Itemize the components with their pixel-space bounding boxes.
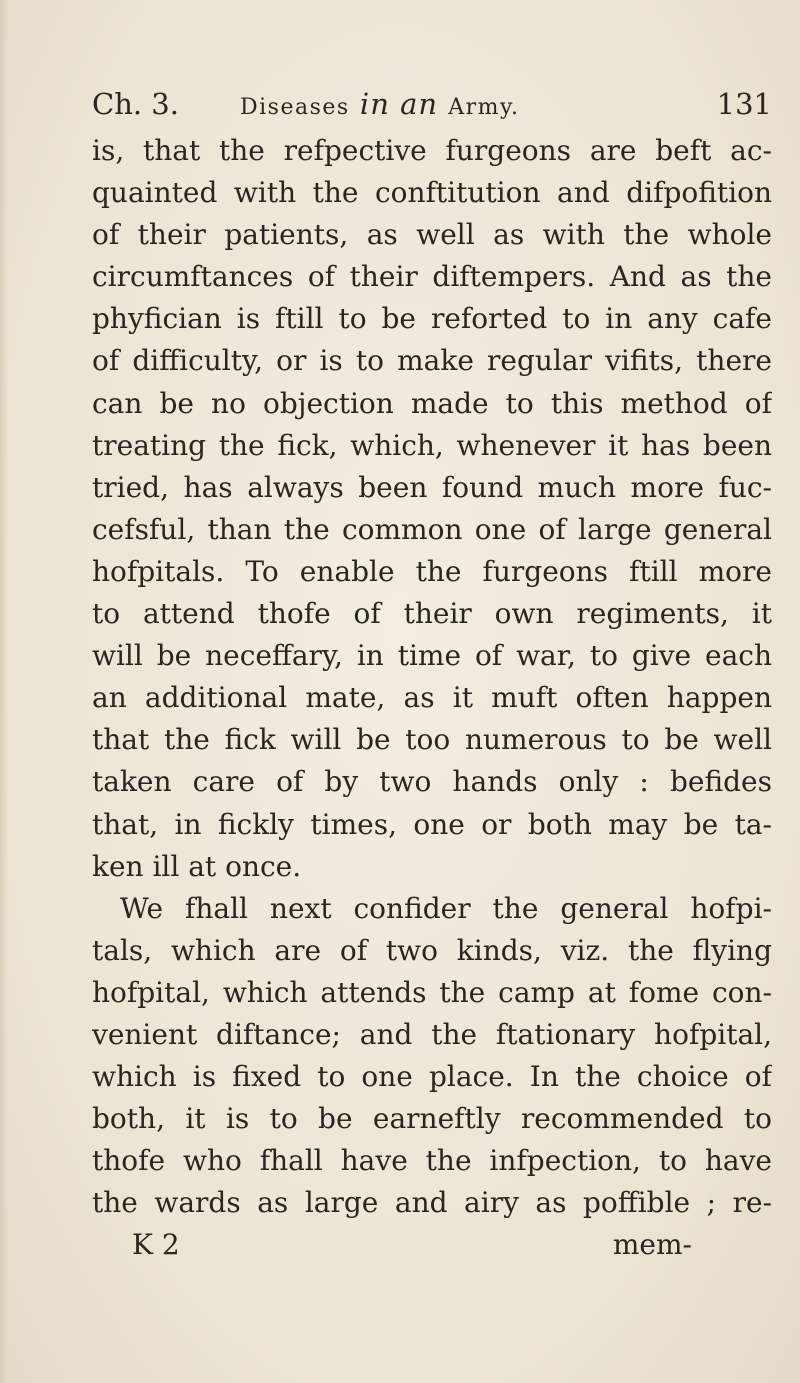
text-line: an additional mate, as it muft often happen (92, 681, 772, 715)
text-line: of difficulty, or is to make regular vifits, there (92, 344, 772, 378)
text-line: tals, which are of two kinds, viz. the flying (92, 933, 772, 967)
text-line: cefsful, than the common one of large general (92, 512, 772, 546)
text-line: the wards as large and airy as poffible ; re- (92, 1186, 772, 1220)
chapter-label: Ch. 3. (92, 87, 179, 121)
text-line: hofpitals. To enable the furgeons ftill more (92, 554, 772, 588)
text-line: can be no objection made to this method of (92, 386, 772, 420)
running-title (240, 84, 520, 128)
body-text (92, 130, 772, 1267)
catchword: mem- (612, 1228, 692, 1262)
running-title-diseases: Diseases (240, 95, 350, 120)
text-line: tried, has always been found much more fuc- (92, 470, 772, 504)
text-line: thofe who fhall have the infpection, to have (92, 1144, 772, 1178)
text-line-paragraph-start: We fhall next confider the general hofpi- (120, 891, 772, 925)
text-line-paragraph-end: ken ill at once. (92, 849, 302, 883)
text-line: that, in fickly times, one or both may be ta- (92, 807, 772, 841)
signature-mark: K 2 (132, 1228, 180, 1262)
text-line: venient diftance; and the ftationary hofpital, (92, 1017, 772, 1051)
text-line: quainted with the conftitution and difpofition (92, 176, 772, 210)
text-line: will be neceffary, in time of war, to give each (92, 639, 772, 673)
text-line: phyfician is ftill to be reforted to in any cafe (92, 302, 772, 336)
text-line: to attend thofe of their own regiments, it (92, 597, 772, 631)
running-title-in-an: in an (359, 87, 439, 121)
text-line: is, that the refpective furgeons are beft ac- (92, 134, 772, 167)
text-line: of their patients, as well as with the whole (92, 218, 772, 252)
text-line: taken care of by two hands only : befides (92, 765, 772, 799)
page-spine-shadow (0, 0, 8, 1383)
footer-line (92, 1224, 772, 1266)
running-title-army: Army. (448, 95, 520, 120)
running-header (92, 84, 772, 124)
footer (132, 1224, 692, 1266)
text-line: which is fixed to one place. In the choice of (92, 1060, 772, 1094)
text-line: hofpital, which attends the camp at fome con- (92, 975, 772, 1009)
text-line: treating the fick, which, whenever it has been (92, 428, 772, 462)
text-line: circumftances of their diftempers. And as the (92, 260, 772, 294)
page-number: 131 (716, 87, 772, 121)
text-line: that the fick will be too numerous to be well (92, 723, 772, 757)
text-line: both, it is to be earneftly recommended to (92, 1102, 772, 1136)
